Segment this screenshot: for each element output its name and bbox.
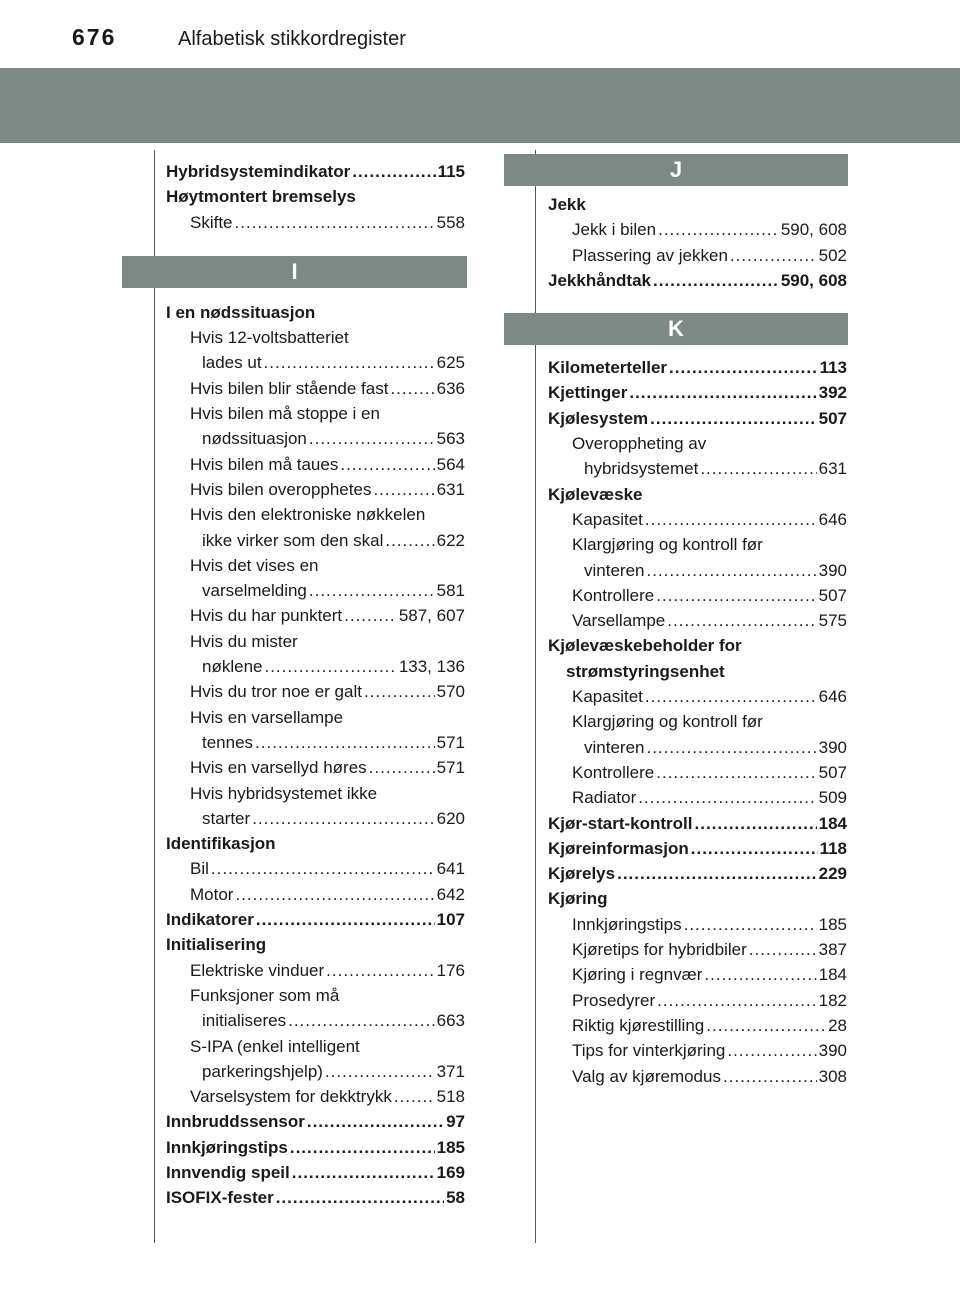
page-reference: 229 — [818, 864, 847, 884]
index-term: Kjørelys — [548, 864, 616, 884]
index-entry — [166, 376, 465, 401]
index-term: Initialisering — [166, 935, 267, 955]
dot-leader — [658, 217, 779, 242]
index-term: Elektriske vinduer — [190, 960, 325, 980]
page-reference: 507 — [818, 762, 847, 782]
index-term: Indikatorer — [166, 910, 254, 930]
index-term: Innbruddssensor — [166, 1112, 305, 1132]
index-term: Tips for vinterkjøring — [572, 1041, 726, 1061]
index-term: Hvis hybridsystemet ikke — [190, 783, 378, 803]
index-entry — [166, 426, 465, 451]
dot-leader — [340, 452, 434, 477]
index-term: Hybridsystemindikator — [166, 162, 351, 181]
index-entry — [548, 268, 847, 293]
page-reference: 563 — [436, 429, 465, 449]
index-entry — [548, 406, 847, 431]
page-reference: 118 — [819, 838, 847, 858]
index-term: lades ut — [202, 353, 262, 373]
dot-leader — [390, 376, 434, 401]
page-reference: 558 — [436, 212, 465, 232]
index-entry — [166, 477, 465, 502]
index-term: Jekk — [548, 195, 586, 214]
index-entry — [548, 1064, 847, 1089]
index-term: Prosedyrer — [572, 990, 656, 1010]
dot-leader — [235, 882, 434, 907]
page-reference: 185 — [818, 914, 847, 934]
page-reference: 185 — [436, 1137, 465, 1157]
page-reference: 663 — [436, 1011, 465, 1031]
section-letter-k: K — [504, 313, 848, 345]
section-letter-j: J — [504, 154, 848, 186]
index-term: Varsellampe — [572, 611, 666, 631]
index-entry — [548, 659, 847, 684]
page-reference: 590, 608 — [780, 220, 847, 240]
index-term: vinteren — [584, 560, 645, 580]
index-entry — [166, 452, 465, 477]
index-term: Hvis du mister — [190, 631, 298, 651]
index-entry — [166, 705, 465, 730]
dot-leader — [656, 760, 816, 785]
page-reference: 184 — [818, 965, 847, 985]
index-entry — [548, 1013, 847, 1038]
index-entry — [548, 583, 847, 608]
dot-leader — [645, 684, 817, 709]
index-term: Funksjoner som må — [190, 985, 340, 1005]
dot-leader — [646, 735, 816, 760]
index-term: Hvis bilen må taues — [190, 454, 339, 474]
index-term: Hvis en varsellyd høres — [190, 758, 367, 778]
index-term: strømstyringsenhet — [566, 661, 725, 681]
index-entry — [548, 192, 847, 217]
index-term: ikke virker som den skal — [202, 530, 384, 550]
dot-leader — [385, 528, 434, 553]
index-term: varselmelding — [202, 581, 307, 601]
dot-leader — [394, 1084, 435, 1109]
index-term: Klargjøring og kontroll før — [572, 712, 763, 732]
index-entry — [166, 184, 465, 209]
dot-leader — [344, 603, 397, 628]
index-term: starter — [202, 808, 251, 828]
index-entry — [548, 608, 847, 633]
index-entry — [166, 325, 465, 350]
index-term: Varselsystem for dekktrykk — [190, 1087, 392, 1107]
index-term: Kapasitet — [572, 509, 643, 529]
index-entry — [166, 907, 465, 932]
index-entry — [166, 654, 465, 679]
index-term: vinteren — [584, 737, 645, 757]
index-entry — [548, 355, 847, 380]
index-entry — [548, 709, 847, 734]
dot-leader — [211, 856, 435, 881]
page-reference: 571 — [436, 732, 465, 752]
page-reference: 97 — [446, 1112, 465, 1132]
index-term: I en nødssituasjon — [166, 302, 316, 322]
index-term: Motor — [190, 884, 234, 904]
dot-leader — [684, 912, 817, 937]
dot-leader — [617, 861, 817, 886]
index-term: Kjøreinformasjon — [548, 838, 689, 858]
page-reference: 169 — [436, 1162, 465, 1182]
index-entry — [166, 629, 465, 654]
page-reference: 509 — [818, 788, 847, 808]
page-reference: 641 — [436, 859, 465, 879]
page-reference: 642 — [436, 884, 465, 904]
index-term: Overoppheting av — [572, 434, 707, 454]
index-column-left — [166, 159, 465, 1211]
index-term: S-IPA (enkel intelligent — [190, 1036, 360, 1056]
index-term: tennes — [202, 732, 254, 752]
page-reference: 58 — [446, 1188, 465, 1208]
index-entry — [548, 988, 847, 1013]
index-term: Identifikasjon — [166, 834, 276, 854]
index-entry — [548, 811, 847, 836]
index-term: Valg av kjøremodus — [572, 1066, 721, 1086]
index-term: Bil — [190, 859, 209, 879]
index-term: Høytmontert bremselys — [166, 187, 356, 207]
page-reference: 570 — [436, 682, 465, 702]
page-reference: 620 — [436, 808, 465, 828]
index-entry — [548, 380, 847, 405]
page-reference: 308 — [818, 1066, 847, 1086]
dot-leader — [235, 210, 435, 235]
index-entry — [166, 350, 465, 375]
index-entry — [548, 912, 847, 937]
dot-leader — [307, 1109, 444, 1134]
index-entry — [548, 684, 847, 709]
index-entry — [166, 401, 465, 426]
index-entry — [166, 755, 465, 780]
page-reference: 507 — [818, 408, 847, 428]
dot-leader — [252, 806, 434, 831]
page-reference: 564 — [436, 454, 465, 474]
index-entry — [548, 532, 847, 557]
page-reference: 507 — [818, 585, 847, 605]
index-entry — [548, 836, 847, 861]
page-reference: 502 — [818, 245, 847, 265]
index-term: Innkjøringstips — [166, 1137, 288, 1157]
page-reference: 571 — [436, 758, 465, 778]
dot-leader — [638, 785, 816, 810]
index-term: Hvis den elektroniske nøkkelen — [190, 505, 426, 525]
index-term: Hvis en varsellampe — [190, 707, 344, 727]
index-term: ISOFIX-fester — [166, 1188, 274, 1208]
dot-leader — [730, 243, 817, 268]
index-entry — [166, 1185, 465, 1210]
dot-leader — [646, 558, 816, 583]
index-entry — [166, 578, 465, 603]
index-entry — [548, 861, 847, 886]
index-column-right — [548, 159, 847, 1089]
index-term: Hvis bilen blir stående fast — [190, 378, 389, 398]
page-reference: 387 — [818, 940, 847, 960]
dot-leader — [629, 380, 816, 405]
page-header-title: Alfabetisk stikkordregister — [178, 28, 406, 50]
index-entry — [166, 856, 465, 881]
index-term: Kjøring — [548, 889, 608, 909]
index-term: Kontrollere — [572, 762, 655, 782]
index-entry — [548, 785, 847, 810]
index-term: Plassering av jekken — [572, 245, 728, 265]
page-reference: 636 — [436, 378, 465, 398]
index-term: Kjølevæskebeholder for — [548, 636, 742, 656]
page-reference: 107 — [436, 910, 465, 930]
dot-leader — [723, 1064, 817, 1089]
dot-leader — [695, 811, 817, 836]
dot-leader — [727, 1038, 816, 1063]
dot-leader — [309, 426, 435, 451]
index-entry — [166, 1034, 465, 1059]
dot-leader — [373, 477, 434, 502]
index-term: Kjølesystem — [548, 408, 649, 428]
index-entry — [166, 1135, 465, 1160]
dot-leader — [352, 159, 435, 184]
page-reference: 625 — [436, 353, 465, 373]
dot-leader — [256, 907, 435, 932]
index-entry — [166, 300, 465, 325]
page-reference: 581 — [436, 581, 465, 601]
index-term: nødssituasjon — [202, 429, 307, 449]
page-reference: 133, 136 — [398, 657, 465, 677]
index-entry — [166, 159, 465, 184]
page-reference: 646 — [818, 687, 847, 707]
dot-leader — [364, 679, 435, 704]
dot-leader — [292, 1160, 435, 1185]
dot-leader — [749, 937, 817, 962]
index-entry — [166, 679, 465, 704]
index-term: Kapasitet — [572, 687, 643, 707]
index-term: Innkjøringstips — [572, 914, 682, 934]
index-term: initialiseres — [202, 1011, 287, 1031]
index-entry — [548, 482, 847, 507]
index-term: Kjør-start-kontroll — [548, 813, 693, 833]
index-entry — [548, 243, 847, 268]
index-entry — [166, 806, 465, 831]
index-term: nøklene — [202, 657, 263, 677]
dot-leader — [650, 406, 816, 431]
index-entry — [166, 831, 465, 856]
index-entry — [548, 1038, 847, 1063]
dot-leader — [325, 1059, 435, 1084]
index-term: Jekkhåndtak — [548, 270, 651, 290]
page-reference: 518 — [436, 1087, 465, 1107]
index-entry — [166, 1109, 465, 1134]
index-entry — [166, 1008, 465, 1033]
dot-leader — [657, 988, 816, 1013]
index-entry — [548, 735, 847, 760]
index-term: Kjølevæske — [548, 484, 643, 504]
page-reference: 113 — [819, 358, 847, 378]
index-entry — [548, 760, 847, 785]
index-entry — [166, 1160, 465, 1185]
index-term: Kjøretips for hybridbiler — [572, 940, 747, 960]
index-entry — [166, 1084, 465, 1109]
dot-leader — [667, 608, 816, 633]
page-reference: 115 — [437, 162, 465, 181]
dot-leader — [290, 1135, 435, 1160]
index-entry — [166, 603, 465, 628]
page-reference: 182 — [818, 990, 847, 1010]
index-term: Kjettinger — [548, 383, 628, 403]
dot-leader — [309, 578, 435, 603]
dot-leader — [276, 1185, 444, 1210]
page-reference: 176 — [436, 960, 465, 980]
page-reference: 392 — [818, 383, 847, 403]
index-term: hybridsystemet — [584, 459, 699, 479]
page-reference: 575 — [818, 611, 847, 631]
index-term: Kontrollere — [572, 585, 655, 605]
index-term: Kilometerteller — [548, 358, 668, 378]
index-entry — [548, 507, 847, 532]
page-reference: 390 — [818, 560, 847, 580]
page-reference: 646 — [818, 509, 847, 529]
index-entry — [548, 558, 847, 583]
index-term: Innvendig speil — [166, 1162, 290, 1182]
index-term: Radiator — [572, 788, 637, 808]
column-divider-left — [154, 150, 155, 1243]
index-entry — [166, 528, 465, 553]
index-entry — [166, 210, 465, 235]
index-entry — [548, 431, 847, 456]
section-letter-i: I — [122, 256, 467, 288]
index-entry — [166, 553, 465, 578]
dot-leader — [691, 836, 818, 861]
dot-leader — [645, 507, 817, 532]
index-term: Hvis det vises en — [190, 555, 319, 575]
index-entry — [166, 781, 465, 806]
dot-leader — [700, 456, 816, 481]
dot-leader — [369, 755, 435, 780]
dot-leader — [264, 350, 435, 375]
index-entry — [548, 217, 847, 242]
dot-leader — [706, 1013, 826, 1038]
page-number: 676 — [72, 24, 117, 50]
dot-leader — [656, 583, 816, 608]
index-entry — [166, 502, 465, 527]
dot-leader — [653, 268, 779, 293]
index-term: Hvis bilen må stoppe i en — [190, 404, 380, 424]
page-reference: 390 — [818, 1041, 847, 1061]
index-term: Hvis du har punktert — [190, 606, 343, 626]
index-entry — [548, 937, 847, 962]
index-term: Kjøring i regnvær — [572, 965, 703, 985]
index-entry — [548, 962, 847, 987]
page-reference: 390 — [818, 737, 847, 757]
index-entry — [166, 730, 465, 755]
header-banner — [0, 68, 960, 143]
index-term: Hvis du tror noe er galt — [190, 682, 362, 702]
dot-leader — [669, 355, 818, 380]
dot-leader — [288, 1008, 435, 1033]
page-reference: 590, 608 — [780, 270, 847, 290]
index-entry — [166, 882, 465, 907]
index-entry — [166, 958, 465, 983]
index-term: Hvis bilen overopphetes — [190, 479, 372, 499]
index-entry — [166, 983, 465, 1008]
index-term: Skifte — [190, 212, 233, 232]
index-entry — [548, 456, 847, 481]
index-entry — [166, 932, 465, 957]
index-term: Hvis 12-voltsbatteriet — [190, 328, 349, 348]
index-entry — [548, 633, 847, 658]
index-entry — [166, 1059, 465, 1084]
dot-leader — [264, 654, 396, 679]
page-reference: 631 — [818, 459, 847, 479]
page-reference: 622 — [436, 530, 465, 550]
index-term: parkeringshjelp) — [202, 1061, 323, 1081]
index-term: Jekk i bilen — [572, 220, 657, 240]
page-reference: 587, 607 — [398, 606, 465, 626]
page-reference: 184 — [818, 813, 847, 833]
page-reference: 631 — [436, 479, 465, 499]
dot-leader — [326, 958, 434, 983]
page-reference: 371 — [436, 1061, 465, 1081]
index-term: Klargjøring og kontroll før — [572, 535, 763, 555]
index-entry — [548, 886, 847, 911]
page-reference: 28 — [828, 1015, 847, 1035]
dot-leader — [255, 730, 435, 755]
index-term: Riktig kjørestilling — [572, 1015, 705, 1035]
dot-leader — [704, 962, 816, 987]
